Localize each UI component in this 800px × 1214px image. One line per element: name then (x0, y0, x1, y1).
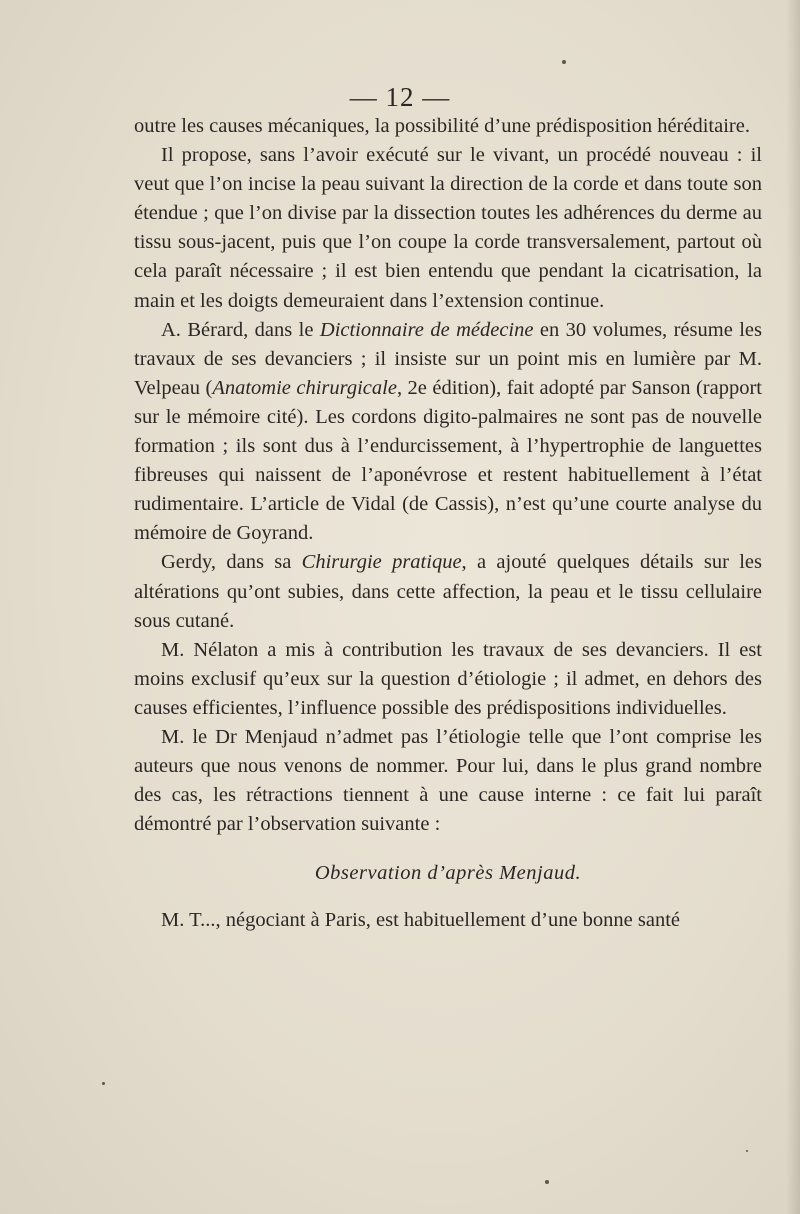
paragraph-text: A. Bérard, dans le (161, 318, 320, 341)
paragraph (134, 723, 762, 839)
observation-title: Observation d’après Menjaud. (314, 862, 582, 885)
page-edge-shadow (786, 0, 800, 1214)
page-number: — 12 — (349, 82, 451, 112)
paragraph-text: outre les causes mécaniques, la possibilité d’une prédisposition héréditaire. (134, 115, 750, 137)
paragraph (134, 636, 762, 723)
paragraph-text: en 30 volumes, résume les travaux de ses devanciers ; il insiste sur un point mis en lumière par M. Velpeau ( (134, 318, 762, 399)
paragraph (134, 112, 762, 141)
paragraph-text: M. le Dr Menjaud n’admet pas l’étiologie telle que l’ont comprise les auteurs que nous venons de nommer. Pour lui, dans le plus grand nombre des cas, les rétractions tiennent à une cause interne : ce fait lui paraît démontré par l’observation suivante : (134, 725, 762, 836)
paragraph-text: Gerdy, dans sa (161, 551, 302, 574)
paragraph-text: Il propose, sans l’avoir exécuté sur le vivant, un procédé nouveau : il veut que l’on incise la peau suivant la direction de la corde et dans toute son étendue ; que l’on divise par la dissection toutes les adhérences du derme au tissu sous-jacent, puis que l’on coupe la corde transversalement, partout où cela paraît nécessaire ; il est bien entendu que pendant la cicatrisation, la main et les doigts demeuraient dans l’extension continue. (134, 144, 762, 312)
italic-title-text: Anatomie chirurgicale (212, 376, 397, 399)
paragraph (134, 548, 762, 635)
paragraph-text: , a ajouté quelques détails sur les altérations qu’ont subies, dans cette affection, la peau et le tissu cellulaire sous cutané. (134, 551, 762, 632)
italic-title-text: Dictionnaire de médecine (319, 318, 534, 341)
last-paragraph: M. T..., négociant à Paris, est habituellement d’une bonne santé (161, 909, 681, 932)
paragraph (134, 141, 762, 316)
paper-speck (545, 1180, 549, 1184)
paragraph-text: , 2e édition), fait adopté par Sanson (rapport sur le mémoire cité). Les cordons digito-palmaires ne sont pas de nouvelle formation ; ils sont dus à l’endurcissement, à l’hypertrophie de languettes fibreuses qui naissent de l’aponévrose et restent habituellement à l’état rudimentaire. L’article de Vidal (de Cassis), n’est qu’une courte analyse du mémoire de Goyrand. (134, 376, 762, 545)
paper-speck (562, 60, 566, 64)
paragraph-text: M. Nélaton a mis à contribution les travaux de ses devanciers. Il est moins exclusif qu’eux sur la question d’étiologie ; il admet, en dehors des causes efficientes, l’influence possible des prédispositions individuelles. (134, 638, 762, 719)
paper-speck (102, 1082, 105, 1085)
italic-title-text: Chirurgie pratique (301, 551, 462, 574)
paragraph (134, 316, 762, 549)
paper-speck (746, 1150, 748, 1152)
body-text (134, 112, 762, 936)
